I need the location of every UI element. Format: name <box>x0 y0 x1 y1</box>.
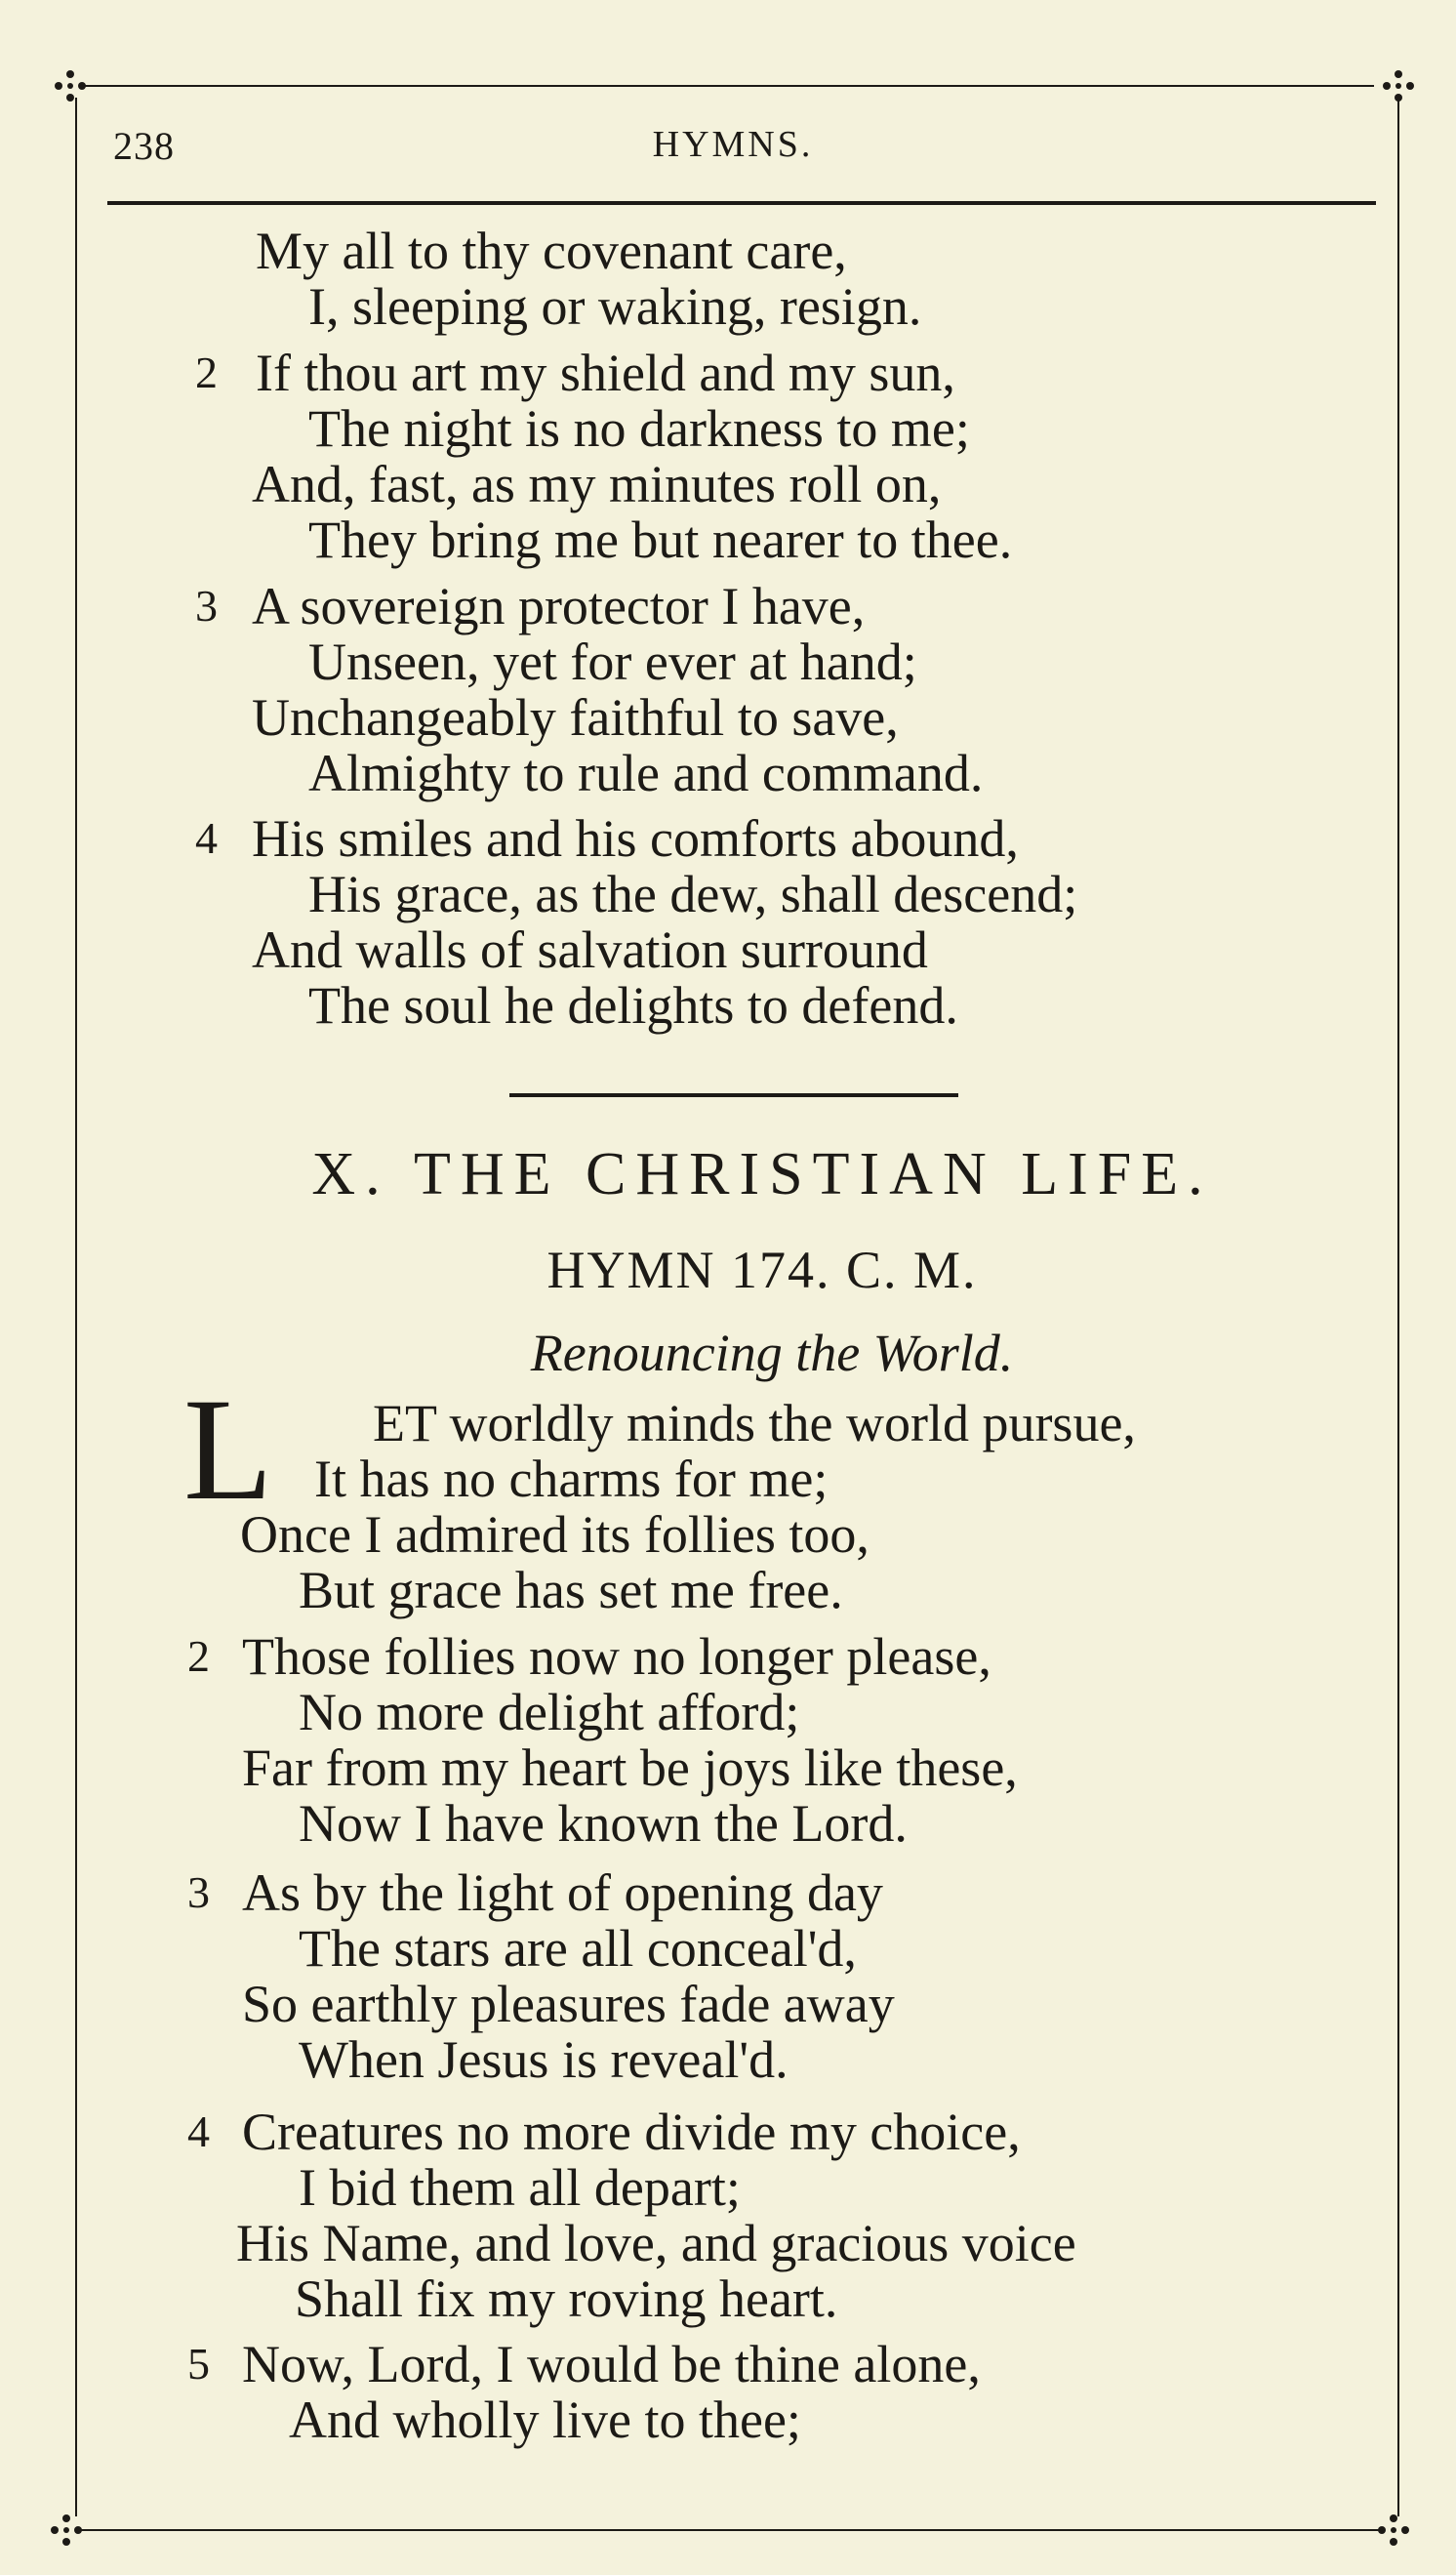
verse-number: 4 <box>195 813 218 863</box>
verse-line: Those follies now no longer please, <box>242 1627 991 1686</box>
verse-line: Almighty to rule and command. <box>308 744 984 802</box>
verse-line: His grace, as the dew, shall descend; <box>308 865 1078 923</box>
verse-line: Now, Lord, I would be thine alone, <box>242 2335 981 2393</box>
verse-number: 4 <box>187 2106 210 2156</box>
verse-line: The stars are all conceal'd, <box>299 1919 857 1978</box>
verse-line: As by the light of opening day <box>242 1863 883 1922</box>
running-title: HYMNS. <box>652 124 814 165</box>
verse-line: Unchangeably faithful to save, <box>252 688 899 747</box>
hymn-title: HYMN 174. C. M. <box>546 1241 978 1299</box>
verse-line: My all to thy covenant care, <box>256 222 847 280</box>
verse-line: And wholly live to thee; <box>289 2391 801 2449</box>
verse-line: The night is no darkness to me; <box>308 399 970 458</box>
verse-line: When Jesus is reveal'd. <box>299 2030 789 2089</box>
verse-line: It has no charms for me; <box>314 1450 829 1508</box>
verse-line: No more delight afford; <box>299 1683 800 1741</box>
corner-ornament-icon <box>1374 2511 1413 2550</box>
verse-line: Shall fix my roving heart. <box>295 2269 838 2328</box>
verse-line: Once I admired its follies too, <box>240 1505 870 1564</box>
page-header <box>0 123 1456 172</box>
right-frame-rule <box>1397 98 1399 2516</box>
verse-line: Creatures no more divide my choice, <box>242 2103 1021 2161</box>
verse-number: 2 <box>187 1631 210 1681</box>
verse-line: His smiles and his comforts abound, <box>252 809 1019 868</box>
verse-line: I bid them all depart; <box>299 2158 741 2217</box>
verse-line: So earthly pleasures fade away <box>242 1975 895 2033</box>
verse-line: I, sleeping or waking, resign. <box>308 277 922 336</box>
verse-line: His Name, and love, and gracious voice <box>236 2214 1076 2272</box>
verse-line: Unseen, yet for ever at hand; <box>308 633 917 691</box>
verse-line: Now I have known the Lord. <box>299 1794 908 1853</box>
drop-cap: L <box>183 1369 273 1531</box>
verse-line: The soul he delights to defend. <box>308 976 958 1035</box>
left-frame-rule <box>75 98 77 2516</box>
verse-line: And walls of salvation surround <box>252 920 928 979</box>
section-separator-rule <box>509 1093 958 1097</box>
verse-line: A sovereign protector I have, <box>252 577 866 635</box>
verse-number: 5 <box>187 2339 210 2389</box>
verse-line: ET worldly minds the world pursue, <box>373 1394 1136 1452</box>
verse-line: But grace has set me free. <box>299 1561 843 1619</box>
top-frame-rule <box>80 85 1374 87</box>
verse-number: 3 <box>187 1867 210 1917</box>
header-rule <box>107 201 1376 205</box>
corner-ornament-icon <box>47 2511 86 2550</box>
section-title: X. THE CHRISTIAN LIFE. <box>311 1141 1213 1207</box>
verse-number: 3 <box>195 581 218 631</box>
verse-line: And, fast, as my minutes roll on, <box>252 455 942 513</box>
hymn-subtitle: Renouncing the World. <box>530 1324 1014 1382</box>
corner-ornament-icon <box>51 66 90 105</box>
bottom-frame-rule <box>76 2529 1380 2531</box>
page-number: 238 <box>113 124 175 168</box>
verse-number: 2 <box>195 347 218 397</box>
verse-line: Far from my heart be joys like these, <box>242 1738 1018 1797</box>
verse-line: They bring me but nearer to thee. <box>308 511 1013 569</box>
verse-line: If thou art my shield and my sun, <box>256 344 955 402</box>
corner-ornament-icon <box>1379 66 1418 105</box>
